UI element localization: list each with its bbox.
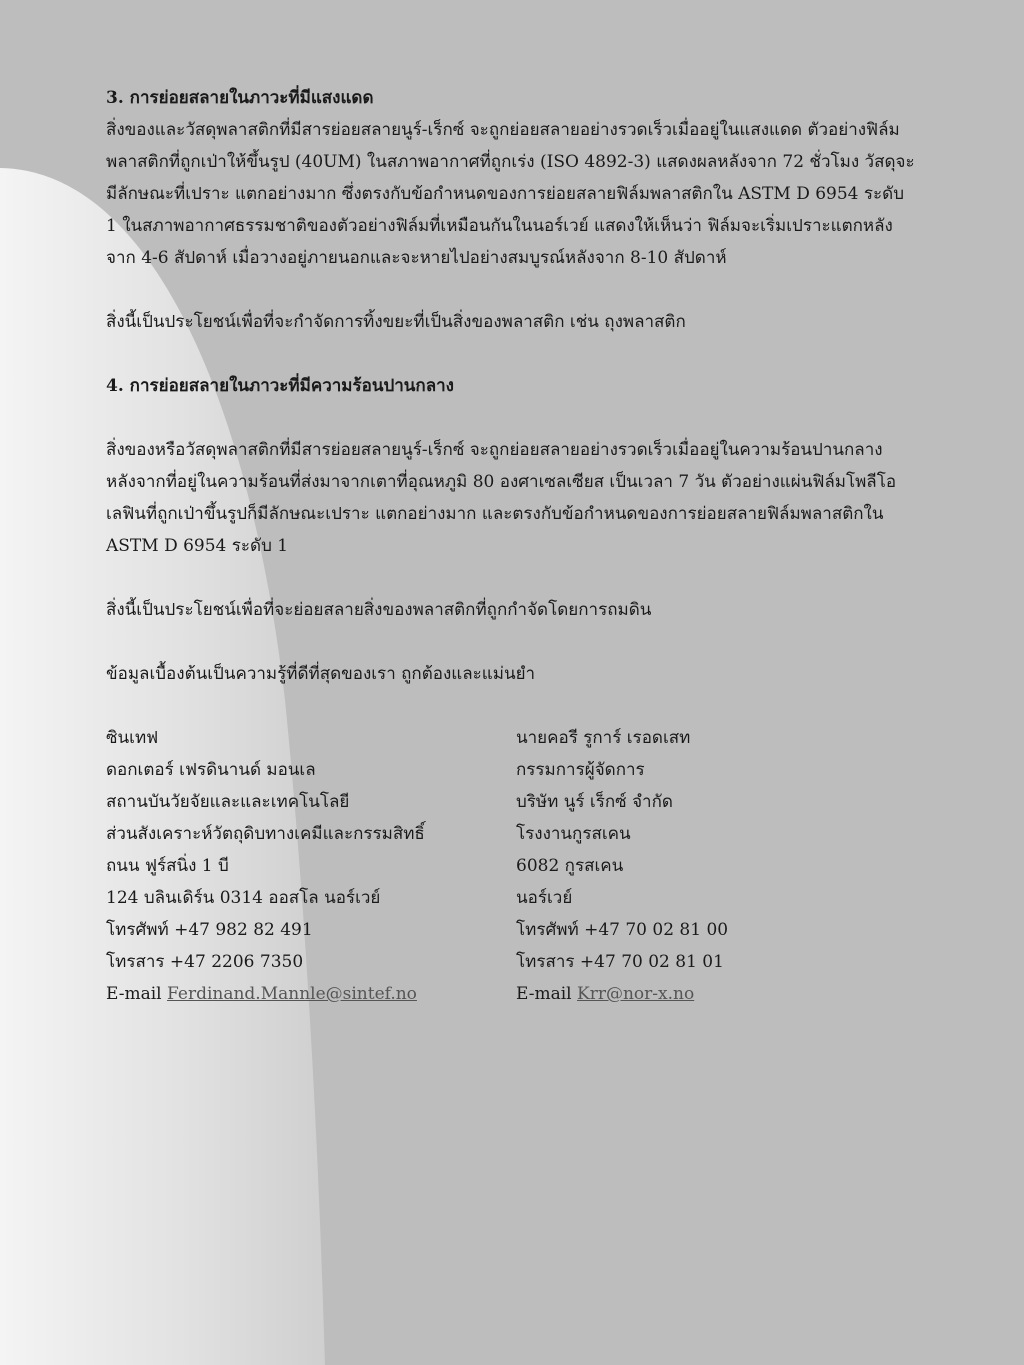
contact-right-company: บริษัท นูร์ เร็กซ์ จำกัด	[516, 792, 673, 812]
contact-left-email-line	[106, 978, 516, 1010]
contact-right-phone: โทรศัพท์ +47 70 02 81 00	[516, 920, 729, 940]
contact-right-fax: โทรสาร +47 70 02 81 01	[516, 952, 724, 972]
contact-left-institute: สถานบันวัยจัยและและเทคโนโลยี	[106, 792, 350, 812]
contact-right-email-link[interactable]: Krr@nor-x.no	[577, 984, 695, 1004]
contact-left-org: ซินเทฟ	[106, 728, 159, 748]
section-4-benefit: สิ่งนี้เป็นประโยชน์เพื่อที่จะย่อยสลายสิ่งของพลาสติกที่ถูกกำจัดโดยการถมดิน	[106, 600, 652, 620]
contact-left	[106, 722, 516, 1010]
contact-right-postal: 6082 กูรสเคน	[516, 856, 624, 876]
contact-right-title: กรรมการผู้จัดการ	[516, 760, 645, 780]
contact-right-country: นอร์เวย์	[516, 888, 573, 908]
contact-left-street: ถนน ฟูร์สนิ่ง 1 บี	[106, 856, 229, 876]
contact-left-department: ส่วนสังเคราะห์วัตถุดิบทางเคมีและกรรมสิทธิ์	[106, 824, 425, 844]
contact-right-email-line	[516, 978, 916, 1010]
section-3-benefit: สิ่งนี้เป็นประโยชน์เพื่อที่จะกำจัดการทิ้งขยะที่เป็นสิ่งของพลาสติก เช่น ถุงพลาสติก	[106, 312, 686, 332]
closing-statement: ข้อมูลเบื้องต้นเป็นความรู้ที่ดีที่สุดของเรา ถูกต้องและแม่นยำ	[106, 664, 536, 684]
contact-right	[516, 722, 916, 1010]
contacts	[106, 722, 916, 1010]
contact-right-name: นายคอรี รูการ์ เรอดเสท	[516, 728, 691, 748]
contact-right-email-label: E-mail	[516, 984, 572, 1004]
contact-left-city: 124 บลินเดิร์น 0314 ออสโล นอร์เวย์	[106, 888, 381, 908]
contact-left-fax: โทรสาร +47 2206 7350	[106, 952, 304, 972]
section-3-title: 3. การย่อยสลายในภาวะที่มีแสงแดด	[106, 88, 374, 108]
document-body	[106, 82, 916, 1010]
section-4-body: สิ่งของหรือวัสดุพลาสติกที่มีสารย่อยสลายนูร์-เร็กซ์ จะถูกย่อยสลายอย่างรวดเร็วเมื่ออยู่ในความร้อนปานกลาง หลังจากที่อยู่ในความร้อนที่ส่งมาจากเตาที่อุณหภูมิ 80 องศาเซลเซียส เป็นเวลา 7 วัน ตัวอย่างแผ่นฟิล์มโพลีโอเลฟินที่ถูกเป่าขึ้นรูปก็มีลักษณะเปราะ แตกอย่างมาก และตรงกับข้อกำหนดของการย่อยสลายฟิล์มพลาสติกใน ASTM D 6954 ระดับ 1	[106, 440, 897, 556]
contact-left-name: ดอกเตอร์ เฟรดินานด์ มอนเล	[106, 760, 316, 780]
contact-left-email-link[interactable]: Ferdinand.Mannle@sintef.no	[167, 984, 417, 1004]
contact-left-phone: โทรศัพท์ +47 982 82 491	[106, 920, 313, 940]
section-4-title: 4. การย่อยสลายในภาวะที่มีความร้อนปานกลาง	[106, 376, 454, 396]
section-3-body: สิ่งของและวัสดุพลาสติกที่มีสารย่อยสลายนูร์-เร็กซ์ จะถูกย่อยสลายอย่างรวดเร็วเมื่ออยู่ในแสงแดด ตัวอย่างฟิล์มพลาสติกที่ถูกเป่าให้ขึ้นรูป (40UM) ในสภาพอากาศที่ถูกเร่ง (ISO 4892-3) แสดงผลหลังจาก 72 ชั่วโมง วัสดุจะมีลักษณะที่เปราะ แตกอย่างมาก ซึ่งตรงกับข้อกำหนดของการย่อยสลายฟิล์มพลาสติกใน ASTM D 6954 ระดับ 1 ในสภาพอากาศธรรมชาติของตัวอย่างฟิล์มที่เหมือนกันในนอร์เวย์ แสดงให้เห็นว่า ฟิล์มจะเริ่มเปราะแตกหลังจาก 4-6 สัปดาห์ เมื่อวางอยู่ภายนอกและจะหายไปอย่างสมบูรณ์หลังจาก 8-10 สัปดาห์	[106, 120, 915, 268]
contact-right-plant: โรงงานกูรสเคน	[516, 824, 631, 844]
contact-left-email-label: E-mail	[106, 984, 162, 1004]
